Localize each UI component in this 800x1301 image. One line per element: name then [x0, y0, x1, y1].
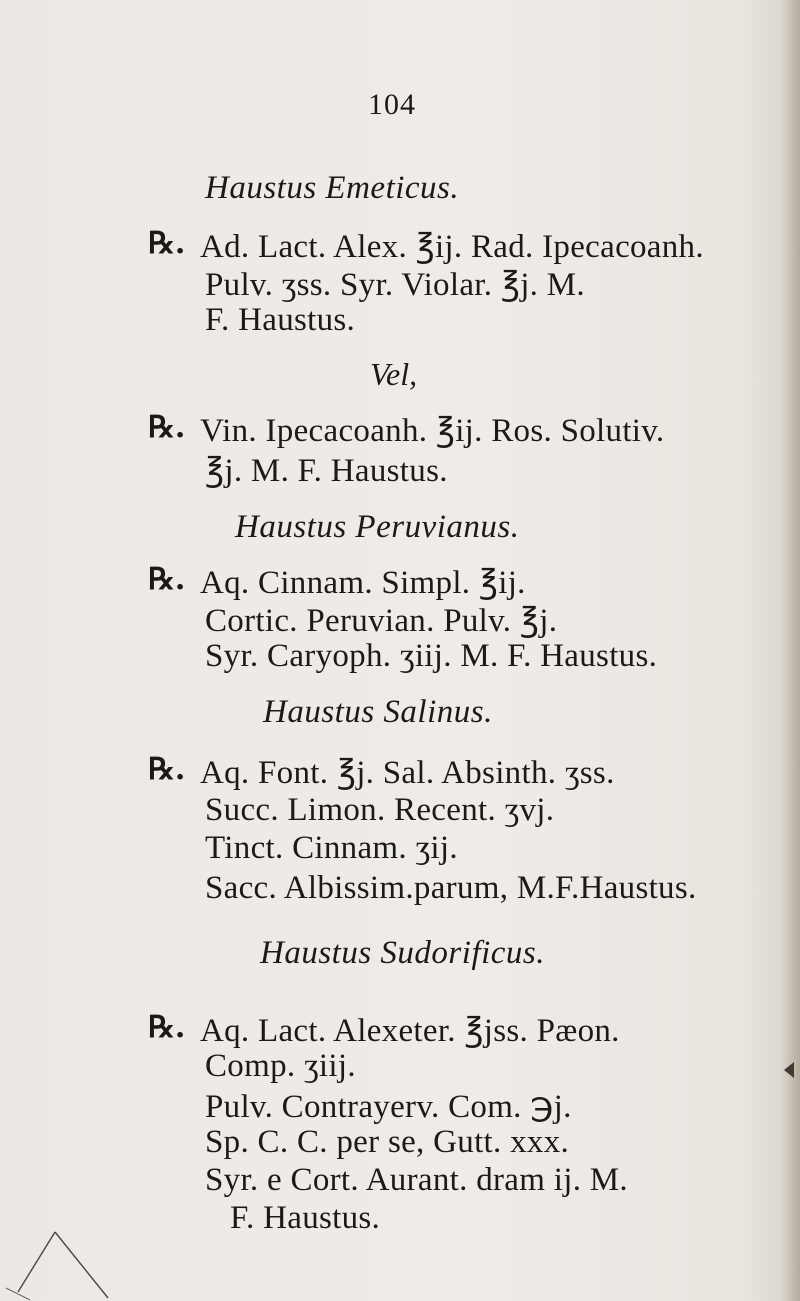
- recipe-line: Sp. C. C. per se, Gutt. xxx.: [205, 1124, 570, 1160]
- recipe-line: Comp. ʒiij.: [205, 1048, 356, 1084]
- recipe-line: Ad. Lact. Alex. ℥ij. Rad. Ipecacoanh.: [200, 229, 704, 265]
- recipe-line: Aq. Lact. Alexeter. ℥jss. Pæon.: [200, 1013, 620, 1049]
- recipe-line: Cortic. Peruvian. Pulv. ℥j.: [205, 603, 558, 639]
- recipe-line: Tinct. Cinnam. ʒij.: [205, 830, 458, 866]
- rx-symbol: ℞.: [148, 226, 186, 261]
- recipe-heading-peruvianus: Haustus Peruvianus.: [235, 509, 520, 545]
- recipe-line: ℥j. M. F. Haustus.: [205, 453, 448, 489]
- recipe-line: Pulv. ʒss. Syr. Violar. ℥j. M.: [205, 267, 585, 303]
- recipe-line: F. Haustus.: [230, 1200, 381, 1236]
- page-number: 104: [368, 88, 416, 121]
- corner-fold-mark: [0, 1230, 120, 1301]
- recipe-heading-emeticus: Haustus Emeticus.: [205, 170, 460, 206]
- recipe-line: Sacc. Albissim.parum, M.F.Haustus.: [205, 870, 697, 906]
- alternative-label: Vel,: [370, 356, 418, 392]
- rx-symbol: ℞.: [148, 410, 186, 445]
- recipe-line: Syr. e Cort. Aurant. dram ij. M.: [205, 1162, 628, 1198]
- rx-symbol: ℞.: [148, 752, 186, 787]
- recipe-line: Aq. Font. ℥j. Sal. Absinth. ʒss.: [200, 755, 615, 791]
- rx-symbol: ℞.: [148, 1010, 186, 1045]
- recipe-line: Vin. Ipecacoanh. ℥ij. Ros. Solutiv.: [200, 413, 665, 449]
- recipe-line: Succ. Limon. Recent. ʒvj.: [205, 792, 555, 828]
- page-edge-shadow: [780, 0, 800, 1301]
- recipe-line: Pulv. Contrayerv. Com. ℈j.: [205, 1089, 572, 1125]
- recipe-heading-salinus: Haustus Salinus.: [263, 694, 493, 730]
- recipe-line: Syr. Caryoph. ʒiij. M. F. Haustus.: [205, 638, 658, 674]
- rx-symbol: ℞.: [148, 562, 186, 597]
- recipe-line: F. Haustus.: [205, 302, 356, 338]
- recipe-heading-sudorificus: Haustus Sudorificus.: [260, 935, 546, 971]
- recipe-line: Aq. Cinnam. Simpl. ℥ij.: [200, 565, 526, 601]
